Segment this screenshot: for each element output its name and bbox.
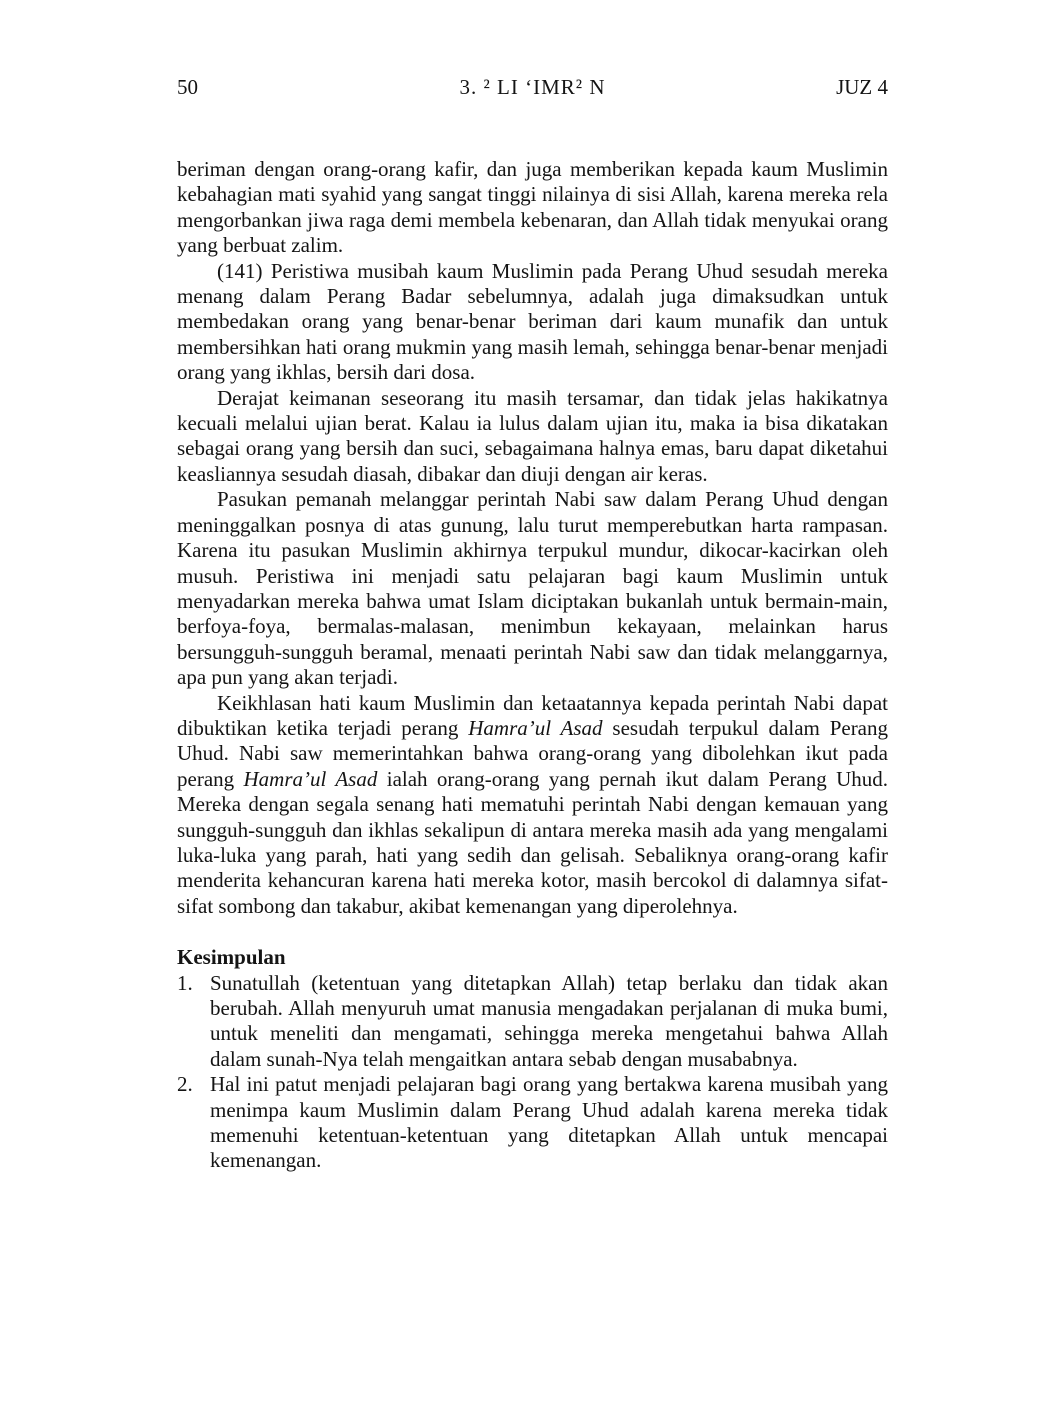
paragraph — [177, 386, 888, 488]
text-segment: Derajat keimanan seseorang itu masih tersamar, dan tidak jelas hakikatnya kecuali melalui ujian berat. Kalau ia lulus dalam ujian itu, maka ia bisa dikatakan sebagai orang yang bersih dan suci, sebagaimana halnya emas, baru dapat diketahui keasliannya sesudah diasah, dibakar dan diuji dengan air keras. — [177, 385, 888, 486]
kesimpulan-item — [177, 971, 888, 1073]
text-segment: Pasukan pemanah melanggar perintah Nabi saw dalam Perang Uhud dengan meninggalkan posnya di atas gunung, lalu turut memperebutkan harta rampasan. Karena itu pasukan Muslimin akhirnya terpukul mundur, dikocar-kacirkan oleh musuh. Peristiwa ini menjadi satu pelajaran bagi kaum Muslimin untuk menyadarkan mereka bahwa umat Islam diciptakan bukanlah untuk bermain-main, berfoya-foya, bermalas-malasan, menimbun kekayaan, melainkan harus bersungguh-sungguh beramal, menaati perintah Nabi saw dan tidak melanggarnya, apa pun yang akan terjadi. — [177, 487, 888, 690]
paragraphs — [177, 157, 888, 919]
paragraph — [177, 157, 888, 259]
kesimpulan-heading: Kesimpulan — [177, 945, 286, 970]
text-segment: sesudah terpukul dalam Perang Uhud. Nabi saw memerintahkan bahwa orang-orang yang dibolehkan ikut pada perang — [177, 715, 889, 791]
text-segment: ialah orang-orang yang pernah ikut dalam Perang Uhud. Mereka dengan segala senang hati mematuhi perintah Nabi dengan kemauan yang sungguh-sungguh dan ikhlas sekalipun di antara mereka masih ada yang mengalami luka-luka yang parah, hati yang sedih dan gelisah. Sebaliknya orang-orang kafir menderita kehancuran karena hati mereka kotor, masih bercokol di dalamnya sifat-sifat sombong dan takabur, akibat kemenangan yang diperolehnya. — [177, 766, 888, 918]
kesimpulan-item-number: 2. — [177, 1072, 193, 1097]
kesimpulan-item-text: Hal ini patut menjadi pelajaran bagi orang yang bertakwa karena musibah yang menimpa kaum Muslimin dalam Perang Uhud adalah karena mereka tidak memenuhi ketentuan-ketentuan yang ditetapkan Allah untuk mencapai kemenangan. — [210, 1072, 888, 1173]
kesimpulan-item — [177, 1072, 888, 1174]
page-body — [177, 157, 888, 1174]
page-number: 50 — [177, 75, 198, 99]
italic-text-segment: Hamra’ul Asad — [468, 715, 603, 740]
text-segment: beriman dengan orang-orang kafir, dan juga memberikan kepada kaum Muslimin kebahagian mati syahid yang sangat tinggi nilainya di sisi Allah, karena mereka rela mengorbankan jiwa raga demi membela kebenaran, dan Allah tidak menyukai orang yang berbuat zalim. — [177, 157, 888, 258]
kesimpulan-list — [177, 971, 888, 1174]
kesimpulan-item-text: Sunatullah (ketentuan yang ditetapkan Allah) tetap berlaku dan tidak akan berubah. Allah menyuruh umat manusia mengadakan perjalanan di muka bumi, untuk meneliti dan mengamati, sehingga mereka mengetahui bahwa Allah dalam sunah-Nya telah mengaitkan antara sebab dengan musababnya. — [210, 970, 888, 1071]
text-segment: (141) Peristiwa musibah kaum Muslimin pada Perang Uhud sesudah mereka menang dalam Perang Badar sebelumnya, adalah juga dimaksudkan untuk membedakan orang yang benar-benar beriman dari kaum munafik dan untuk membersihkan hati orang mukmin yang masih lemah, sehingga benar-benar menjadi orang yang ikhlas, bersih dari dosa. — [177, 258, 888, 385]
italic-text-segment: Hamra’ul Asad — [243, 766, 378, 791]
paragraph — [177, 259, 888, 386]
paragraph — [177, 487, 888, 690]
chapter-title: 3. ² LI ‘IMR² N — [459, 75, 606, 99]
juz-label: JUZ 4 — [836, 75, 888, 99]
text-segment: Keikhlasan hati kaum Muslimin dan ketaatannya kepada perintah Nabi dapat dibuktikan ketika terjadi perang — [177, 690, 888, 740]
kesimpulan-item-number: 1. — [177, 970, 193, 995]
paragraph — [177, 691, 888, 920]
page-header — [177, 75, 888, 100]
